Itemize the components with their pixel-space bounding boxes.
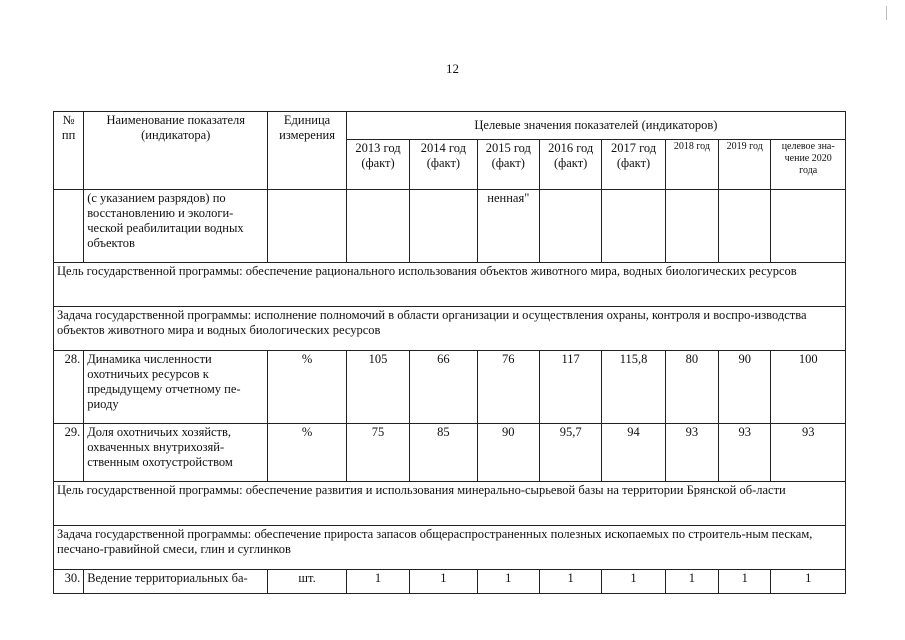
header-year-2016: 2016 год (факт): [539, 140, 601, 190]
header-year-2014: 2014 год (факт): [410, 140, 477, 190]
header-year-2013: 2013 год (факт): [346, 140, 409, 190]
table-row: [54, 351, 846, 424]
row-value-2014: 85: [410, 424, 477, 482]
continuation-2015: ненная": [477, 190, 539, 263]
header-col-unit: Единица измерения: [268, 112, 346, 190]
continuation-no: [54, 190, 84, 263]
row-value-2015: 90: [477, 424, 539, 482]
program-goal-2: Цель государственной программы: обеспечение развития и использования минерально-сырьевой базы на территории Брянской об-ласти: [54, 482, 846, 526]
header-year-2015: 2015 год (факт): [477, 140, 539, 190]
header-target-2020: целевое зна-чение 2020 года: [771, 140, 846, 190]
row-value-2020: 100: [771, 351, 846, 424]
row-value-2014: 1: [410, 570, 477, 594]
row-value-2018: 93: [665, 424, 718, 482]
row-value-2017: 94: [602, 424, 665, 482]
row-value-2018: 1: [665, 570, 718, 594]
header-year-2017: 2017 год (факт): [602, 140, 665, 190]
page-number: 12: [446, 61, 459, 76]
header-col-targets: Целевые значения показателей (индикаторов): [346, 112, 845, 140]
row-value-2019: 93: [719, 424, 771, 482]
row-value-2014: 66: [410, 351, 477, 424]
goal-row-1: [54, 263, 846, 307]
row-unit: шт.: [268, 570, 346, 594]
row-unit: %: [268, 351, 346, 424]
row-value-2013: 75: [346, 424, 409, 482]
row-value-2018: 80: [665, 351, 718, 424]
row-value-2019: 1: [719, 570, 771, 594]
header-year-2018: 2018 год: [665, 140, 718, 190]
task-row-2: [54, 526, 846, 570]
program-goal-1: Цель государственной программы: обеспечение рационального использования объектов животного мира, водных биологических ресурсов: [54, 263, 846, 307]
row-name: Динамика численности охотничьих ресурсов к предыдущему отчетному пе-риоду: [84, 351, 268, 424]
row-value-2015: 76: [477, 351, 539, 424]
row-value-2017: 1: [602, 570, 665, 594]
row-value-2016: 95,7: [539, 424, 601, 482]
header-year-2019: 2019 год: [719, 140, 771, 190]
row-name: Доля охотничьих хозяйств, охваченных внутрихозяй-ственным охотустройством: [84, 424, 268, 482]
program-task-2: Задача государственной программы: обеспечение прироста запасов общераспространенных полезных ископаемых по строитель-ным пескам, песчано-гравийной смеси, глин и суглинков: [54, 526, 846, 570]
task-row-1: [54, 307, 846, 351]
header-row-1: [54, 112, 846, 140]
goal-row-2: [54, 482, 846, 526]
table-row: [54, 424, 846, 482]
continuation-row: [54, 190, 846, 263]
row-no: 29.: [54, 424, 84, 482]
row-value-2016: 1: [539, 570, 601, 594]
row-value-2020: 1: [771, 570, 846, 594]
row-value-2020: 93: [771, 424, 846, 482]
row-value-2016: 117: [539, 351, 601, 424]
row-no: 30.: [54, 570, 84, 594]
row-value-2019: 90: [719, 351, 771, 424]
row-value-2013: 1: [346, 570, 409, 594]
scan-artifact-mark: [886, 6, 887, 20]
table-row: [54, 570, 846, 594]
row-value-2017: 115,8: [602, 351, 665, 424]
program-task-1: Задача государственной программы: исполнение полномочий в области организации и осуществления охраны, контроля и воспро-изводства объектов животного мира и водных биологических ресурсов: [54, 307, 846, 351]
header-col-no: № пп: [54, 112, 84, 190]
indicators-table: [53, 111, 846, 594]
row-unit: %: [268, 424, 346, 482]
continuation-name: (с указанием разрядов) по восстановлению и экологи-ческой реабилитации водных объектов: [84, 190, 268, 263]
row-no: 28.: [54, 351, 84, 424]
row-name: Ведение территориальных ба-: [84, 570, 268, 594]
header-col-name: Наименование показателя (индикатора): [84, 112, 268, 190]
row-value-2013: 105: [346, 351, 409, 424]
row-value-2015: 1: [477, 570, 539, 594]
